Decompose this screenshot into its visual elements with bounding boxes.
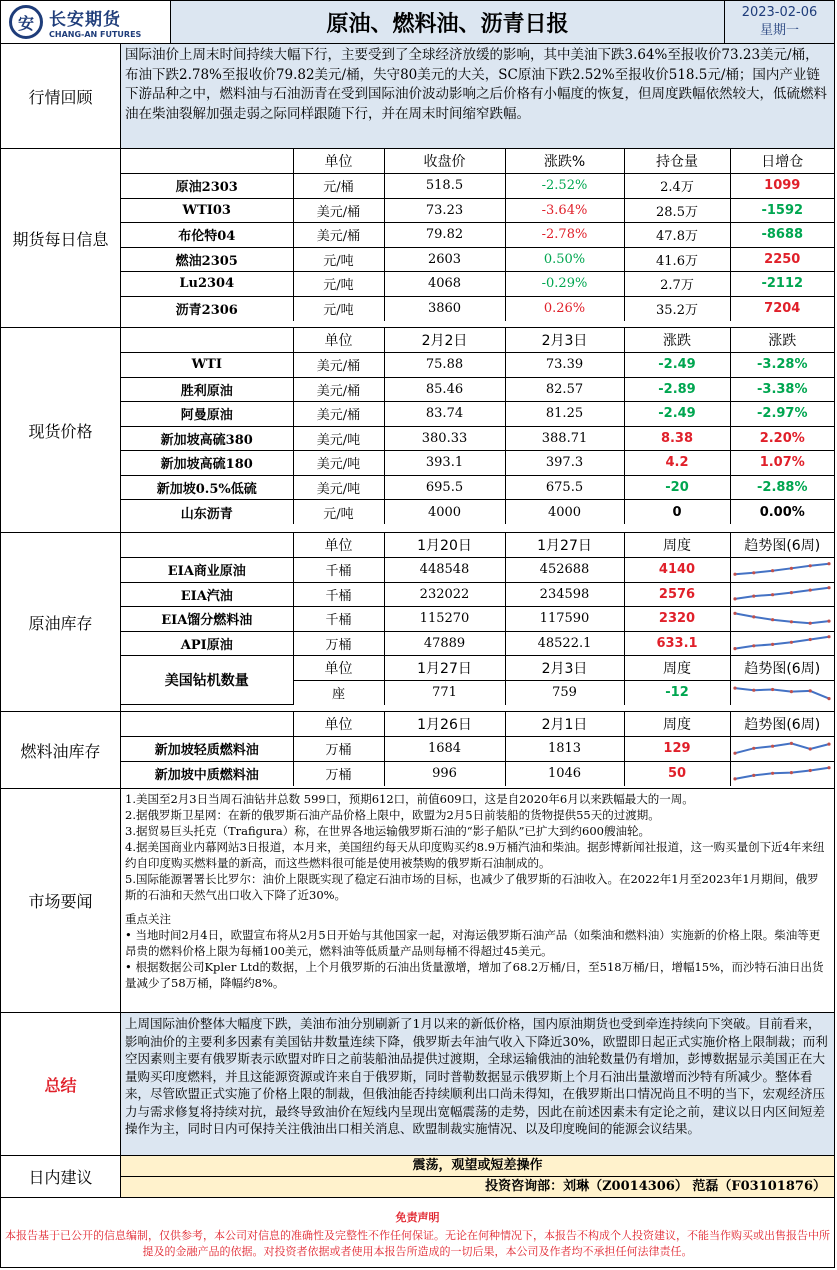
fuel-inventory-header-row	[121, 712, 834, 737]
crude-inventory-header-row	[121, 533, 834, 558]
trend-point	[790, 771, 793, 774]
change-pct: -2.52%	[505, 174, 624, 199]
inventory-name: EIA汽油	[121, 582, 293, 607]
contract-name: 布伦特04	[121, 223, 293, 248]
inventory-week2: 1046	[505, 761, 624, 786]
table-row	[121, 198, 834, 223]
inventory-week1: 1684	[384, 737, 505, 762]
trend-point	[752, 688, 755, 691]
contract-name: 燃油2305	[121, 247, 293, 272]
unit: 千桶	[293, 558, 384, 583]
fuel-inventory-table	[121, 712, 834, 786]
unit: 座	[293, 680, 384, 705]
price-change-pct: 2.20%	[730, 426, 834, 451]
inventory-week2: 48522.1	[505, 631, 624, 656]
spot-section	[1, 328, 834, 533]
price-day2: 82.57	[505, 377, 624, 402]
price-day1: 4000	[384, 500, 505, 525]
table-row	[121, 223, 834, 248]
trend-point	[809, 768, 812, 771]
summary-text: 上周国际油价整体大幅度下跌，美油布油分别刷新了1月以来的新低价格，国内原油期货也受到牵连持续向下突破。目前看来，影响油价的主要利多因素有美国钻井数量连续下降，俄罗斯去年油气收入下降近30%，欧盟即日起正式实施价格上限制裁；而利空因素则主要有俄罗斯表示欧盟对昨日之前装船油品提供过渡期，全球运输俄油的油轮数量仍有增加，彭博数据显示美国正在大量购买印度燃料，并且这能源资源或许来自于俄罗斯，同时普勒数据显示俄罗斯上个月石油出量激增而沙特有所减少。整体看来，尽管欧盟正式实施了价格上限的制裁，但俄油能否持续顺利出口尚未得知，在俄罗斯出口情况尚且不明的当下，宏观经济压力与需求修复将持续对抗，最终导致油价在短线内呈现出宽幅震荡的走势，因此在前述因素未有定论之前，建议以日内区间短差操作为主，同时日内可保持关注俄油出口相关消息、欧盟制裁实施情况、以及印度晚间的能源会议结果。	[121, 1013, 834, 1155]
inventory-week1: 47889	[384, 631, 505, 656]
trend-point	[790, 690, 793, 693]
unit: 元/吨	[293, 500, 384, 525]
trend-cell	[730, 582, 834, 607]
trend-line	[735, 588, 829, 599]
trend-cell	[730, 558, 834, 583]
price-change-pct: 0.00%	[730, 500, 834, 525]
inventory-name: 新加坡中质燃料油	[121, 761, 293, 786]
summary-label: 总结	[1, 1013, 121, 1155]
focus-item: • 根据数据公司Kpler Ltd的数据，上个月俄罗斯的石油出货量激增，增加了68.2万桶/日，至518万桶/日，增幅15%，而沙特石油日出货量减少了58万桶，降幅约8%。	[125, 960, 824, 990]
inventory-week1: 232022	[384, 582, 505, 607]
trend-point	[734, 777, 737, 780]
crude-inventory-table	[121, 533, 834, 705]
trend-point	[752, 571, 755, 574]
crude-inventory-header-cell: 周度	[624, 533, 730, 558]
spot-header-cell: 单位	[293, 328, 384, 353]
trend-point	[809, 638, 812, 641]
inventory-name: EIA商业原油	[121, 558, 293, 583]
trend-sparkline	[733, 740, 831, 758]
fuel-inventory-header-cell: 周度	[624, 712, 730, 737]
price-day1: 75.88	[384, 353, 505, 378]
futures-header-cell: 单位	[293, 149, 384, 174]
price-day2: 81.25	[505, 402, 624, 427]
trend-point	[771, 643, 774, 646]
open-interest: 47.8万	[624, 223, 730, 248]
unit: 元/吨	[293, 247, 384, 272]
open-interest: 41.6万	[624, 247, 730, 272]
disclaimer-text: 本报告基于已公开的信息编制，仅供参考，本公司对信息的准确性及完整性不作任何保证。无论在何种情况下，本报告不构成个人投资建议，不能当作购买或出售报告中所提及的金融产品的依据。对投资者依据或者使用本报告所造成的一切后果，本公司及作者均不承担任何法律责任。	[5, 1229, 830, 1258]
spot-name: 阿曼原油	[121, 402, 293, 427]
weekly-change: 129	[624, 737, 730, 762]
trend-point	[752, 746, 755, 749]
disclaimer-title: 免责声明	[395, 1211, 440, 1224]
crude-inventory-header-cell	[121, 533, 293, 558]
close-price: 79.82	[384, 223, 505, 248]
futures-header-cell: 涨跌%	[505, 149, 624, 174]
trend-cell	[730, 607, 834, 632]
inventory-week1: 115270	[384, 607, 505, 632]
inventory-week2: 117590	[505, 607, 624, 632]
unit: 元/吨	[293, 296, 384, 321]
table-row	[121, 558, 834, 583]
price-change: -20	[624, 475, 730, 500]
close-price: 3860	[384, 296, 505, 321]
trend-line	[735, 688, 829, 699]
spot-name: 山东沥青	[121, 500, 293, 525]
unit: 美元/吨	[293, 451, 384, 476]
daily-oi-change: 2250	[730, 247, 834, 272]
consultant-info: 投资咨询部：刘琳（Z0014306） 范磊（F03101876）	[121, 1177, 834, 1197]
table-row	[121, 377, 834, 402]
report-date	[724, 1, 834, 43]
table-row	[121, 174, 834, 199]
crude-inventory-header-cell: 趋势图(6周)	[730, 533, 834, 558]
inventory-week1: 448548	[384, 558, 505, 583]
trend-cell	[730, 631, 834, 656]
table-row	[121, 582, 834, 607]
daily-oi-change: -8688	[730, 223, 834, 248]
unit: 美元/桶	[293, 198, 384, 223]
trend-point	[790, 566, 793, 569]
inventory-name: API原油	[121, 631, 293, 656]
futures-header-row	[121, 149, 834, 174]
crude-inventory-section	[1, 533, 834, 712]
table-row	[121, 451, 834, 476]
trend-point	[752, 615, 755, 618]
logo-name-en: CHANG-AN FUTURES	[49, 30, 142, 39]
unit: 美元/吨	[293, 426, 384, 451]
spot-name: 新加坡高硫180	[121, 451, 293, 476]
rigs-header-cell: 单位	[293, 656, 384, 681]
price-day1: 695.5	[384, 475, 505, 500]
advice-section	[1, 1156, 834, 1198]
spot-header-cell: 2月2日	[384, 328, 505, 353]
daily-oi-change: 1099	[730, 174, 834, 199]
trend-point	[809, 747, 812, 750]
trend-point	[809, 564, 812, 567]
fuel-inventory-header-cell: 1月26日	[384, 712, 505, 737]
trend-line	[735, 637, 829, 649]
trend-point	[828, 742, 831, 745]
unit: 千桶	[293, 607, 384, 632]
table-row	[121, 475, 834, 500]
table-row	[121, 272, 834, 297]
trend-sparkline	[733, 765, 831, 783]
trend-sparkline	[733, 561, 831, 579]
crude-inventory-header-cell: 单位	[293, 533, 384, 558]
trend-point	[828, 619, 831, 622]
contract-name: 原油2303	[121, 174, 293, 199]
table-row	[121, 353, 834, 378]
rigs-header-cell: 2月3日	[505, 656, 624, 681]
trend-point	[752, 595, 755, 598]
weekly-change: -12	[624, 680, 730, 705]
weekly-change: 2320	[624, 607, 730, 632]
change-pct: 0.26%	[505, 296, 624, 321]
table-row	[121, 500, 834, 525]
trend-point	[734, 598, 737, 601]
price-change: -2.89	[624, 377, 730, 402]
price-day2: 388.71	[505, 426, 624, 451]
price-change-pct: -3.38%	[730, 377, 834, 402]
close-price: 4068	[384, 272, 505, 297]
price-change: 0	[624, 500, 730, 525]
spot-header-cell: 2月3日	[505, 328, 624, 353]
spot-name: 新加坡0.5%低硫	[121, 475, 293, 500]
weekly-change: 633.1	[624, 631, 730, 656]
daily-oi-change: -2112	[730, 272, 834, 297]
trend-point	[809, 589, 812, 592]
daily-oi-change: 7204	[730, 296, 834, 321]
open-interest: 2.7万	[624, 272, 730, 297]
change-pct: 0.50%	[505, 247, 624, 272]
spot-header-cell	[121, 328, 293, 353]
rigs-header-cell: 1月27日	[384, 656, 505, 681]
review-text: 国际油价上周末时间持续大幅下行，主要受到了全球经济放缓的影响，其中美油下跌3.64%至报收价73.23美元/桶，布油下跌2.78%至报收价79.82美元/桶，失守80美元的大关，SC原油下跌2.52%至报收价518.5元/桶；国内产业链下游品种之中，燃料油与石油沥青在受到国际油价波动影响之后价格有小幅度的恢复，但周度跌幅依然较大，低硫燃料油在柴油裂解加强走弱之际同样跟随下行，并在周末时间缩窄跌幅。	[121, 44, 834, 148]
change-pct: -0.29%	[505, 272, 624, 297]
fuel-inventory-header-cell: 单位	[293, 712, 384, 737]
trend-point	[828, 586, 831, 589]
fuel-inventory-section	[1, 712, 834, 789]
table-row	[121, 426, 834, 451]
trend-point	[752, 773, 755, 776]
futures-label: 期货每日信息	[1, 149, 121, 327]
fuel-inventory-header-cell	[121, 712, 293, 737]
price-change-pct: -3.28%	[730, 353, 834, 378]
open-interest: 2.4万	[624, 174, 730, 199]
inventory-week2: 452688	[505, 558, 624, 583]
change-pct: -3.64%	[505, 198, 624, 223]
price-day2: 675.5	[505, 475, 624, 500]
rig-count-name: 美国钻机数量	[121, 656, 293, 705]
news-item: 3.据贸易巨头托克（Trafigura）称，在世界各地运输俄罗斯石油的“影子船队”已扩大到约600艘油轮。	[125, 824, 650, 838]
inventory-week1: 996	[384, 761, 505, 786]
trend-point	[752, 644, 755, 647]
rig-week2: 759	[505, 680, 624, 705]
price-day2: 397.3	[505, 451, 624, 476]
trend-point	[771, 618, 774, 621]
unit: 万桶	[293, 737, 384, 762]
unit: 美元/桶	[293, 377, 384, 402]
inventory-name: 新加坡轻质燃料油	[121, 737, 293, 762]
price-change-pct: 1.07%	[730, 451, 834, 476]
trend-cell	[730, 761, 834, 786]
table-row	[121, 607, 834, 632]
table-row	[121, 296, 834, 321]
trend-point	[828, 635, 831, 638]
summary-section	[1, 1013, 834, 1156]
weekday-value: 星期一	[759, 23, 799, 38]
trend-point	[734, 751, 737, 754]
table-row	[121, 761, 834, 786]
news-item: 2.据俄罗斯卫星网：在新的俄罗斯石油产品价格上限中，欧盟为2月5日前装船的货物提供55天的过渡期。	[125, 808, 660, 822]
review-section	[1, 44, 834, 149]
trend-point	[828, 697, 831, 700]
spot-name: 胜利原油	[121, 377, 293, 402]
crude-inventory-header-cell: 1月27日	[505, 533, 624, 558]
table-row	[121, 737, 834, 762]
unit: 万桶	[293, 631, 384, 656]
trend-point	[790, 620, 793, 623]
focus-title: 重点关注	[125, 912, 171, 926]
fuel-inventory-label: 燃料油库存	[1, 712, 121, 788]
weekly-change: 2576	[624, 582, 730, 607]
rig-week1: 771	[384, 680, 505, 705]
price-change: 8.38	[624, 426, 730, 451]
table-row	[121, 631, 834, 656]
trend-point	[734, 686, 737, 689]
price-change: 4.2	[624, 451, 730, 476]
unit: 美元/桶	[293, 223, 384, 248]
price-day2: 4000	[505, 500, 624, 525]
futures-header-cell: 收盘价	[384, 149, 505, 174]
open-interest: 28.5万	[624, 198, 730, 223]
spot-header-cell: 涨跌	[730, 328, 834, 353]
fuel-inventory-header-cell: 2月1日	[505, 712, 624, 737]
trend-cell	[730, 680, 834, 705]
spot-table	[121, 328, 834, 524]
advice-label: 日内建议	[1, 1156, 121, 1197]
price-change: -2.49	[624, 402, 730, 427]
news-item: 4.据美国商业内幕网站3日报道，本月来，美国纽约每天从印度购买约8.9万桶汽油和柴油。据彭博新闻社报道，这一购买量创下近4年来纽约自印度购买燃料量的新高，而这些燃料很可能是使用被禁购的俄罗斯石油制成的。	[125, 840, 825, 870]
unit: 美元/桶	[293, 353, 384, 378]
trend-line	[735, 743, 829, 753]
trend-sparkline	[733, 634, 831, 652]
unit: 元/吨	[293, 272, 384, 297]
spot-label: 现货价格	[1, 328, 121, 532]
trend-point	[828, 562, 831, 565]
futures-section	[1, 149, 834, 328]
trend-line	[735, 613, 829, 623]
report-title: 原油、燃料油、沥青日报	[326, 11, 569, 37]
unit: 元/桶	[293, 174, 384, 199]
trend-cell	[730, 737, 834, 762]
close-price: 2603	[384, 247, 505, 272]
crude-inventory-header-cell: 1月20日	[384, 533, 505, 558]
contract-name: Lu2304	[121, 272, 293, 297]
price-change-pct: -2.88%	[730, 475, 834, 500]
close-price: 73.23	[384, 198, 505, 223]
logo-name-cn: 长安期货	[49, 10, 121, 30]
trend-point	[790, 591, 793, 594]
contract-name: 沥青2306	[121, 296, 293, 321]
advice-text: 震荡，观望或短差操作	[121, 1156, 834, 1177]
trend-line	[735, 563, 829, 574]
logo-emblem-icon: 安	[9, 5, 43, 39]
unit: 万桶	[293, 761, 384, 786]
unit: 美元/吨	[293, 475, 384, 500]
inventory-week2: 1813	[505, 737, 624, 762]
contract-name: WTI03	[121, 198, 293, 223]
news-item: 1.美国至2月3日当周石油钻井总数 599口，预期612口，前值609口，这是自2020年6月以来跌幅最大的一周。	[125, 792, 694, 806]
trend-line	[735, 767, 829, 778]
futures-header-cell: 持仓量	[624, 149, 730, 174]
trend-point	[771, 771, 774, 774]
spot-header-row	[121, 328, 834, 353]
news-section	[1, 789, 834, 1013]
futures-header-cell: 日增仓	[730, 149, 834, 174]
spot-name: 新加坡高硫380	[121, 426, 293, 451]
table-row	[121, 402, 834, 427]
inventory-week2: 234598	[505, 582, 624, 607]
close-price: 518.5	[384, 174, 505, 199]
rigs-header-row	[121, 656, 834, 681]
trend-point	[771, 687, 774, 690]
price-day2: 73.39	[505, 353, 624, 378]
price-day1: 85.46	[384, 377, 505, 402]
trend-point	[790, 641, 793, 644]
weekly-change: 50	[624, 761, 730, 786]
disclaimer	[1, 1198, 834, 1260]
news-body	[121, 789, 834, 1012]
trend-point	[734, 572, 737, 575]
trend-sparkline	[733, 684, 831, 702]
rigs-header-cell: 趋势图(6周)	[730, 656, 834, 681]
trend-point	[771, 569, 774, 572]
weekly-change: 4140	[624, 558, 730, 583]
crude-inventory-label: 原油库存	[1, 533, 121, 711]
trend-sparkline	[733, 610, 831, 628]
price-change-pct: -2.97%	[730, 402, 834, 427]
news-label: 市场要闻	[1, 789, 121, 1012]
trend-sparkline	[733, 585, 831, 603]
price-day1: 83.74	[384, 402, 505, 427]
trend-point	[771, 744, 774, 747]
report-header	[1, 1, 834, 44]
price-change: -2.49	[624, 353, 730, 378]
price-day1: 393.1	[384, 451, 505, 476]
company-logo	[1, 1, 171, 43]
inventory-name: EIA馏分燃料油	[121, 607, 293, 632]
news-item: 5.国际能源署署长比罗尔：油价上限既实现了稳定石油市场的目标，也减少了俄罗斯的石油收入。在2022年1月至2023年1月期间，俄罗斯的石油和天然气出口收入下降了近30%。	[125, 872, 819, 902]
futures-table	[121, 149, 834, 321]
unit: 美元/桶	[293, 402, 384, 427]
price-day1: 380.33	[384, 426, 505, 451]
daily-oi-change: -1592	[730, 198, 834, 223]
trend-point	[771, 593, 774, 596]
trend-point	[734, 612, 737, 615]
fuel-inventory-header-cell: 趋势图(6周)	[730, 712, 834, 737]
trend-point	[809, 621, 812, 624]
spot-header-cell: 涨跌	[624, 328, 730, 353]
trend-point	[828, 766, 831, 769]
trend-point	[734, 647, 737, 650]
rigs-header-cell: 周度	[624, 656, 730, 681]
spot-name: WTI	[121, 353, 293, 378]
open-interest: 35.2万	[624, 296, 730, 321]
review-label: 行情回顾	[1, 44, 121, 148]
date-value: 2023-02-06	[741, 5, 818, 20]
trend-point	[809, 689, 812, 692]
focus-item: • 当地时间2月4日，欧盟宣布将从2月5日开始与其他国家一起，对海运俄罗斯石油产品（如柴油和燃料油）实施新的价格上限。柴油等更昂贵的燃料价格上限为每桶100美元，燃料油等低质量产品则每桶不得超过45美元。	[125, 928, 821, 958]
futures-header-cell	[121, 149, 293, 174]
table-row	[121, 247, 834, 272]
unit: 千桶	[293, 582, 384, 607]
trend-point	[790, 742, 793, 745]
change-pct: -2.78%	[505, 223, 624, 248]
